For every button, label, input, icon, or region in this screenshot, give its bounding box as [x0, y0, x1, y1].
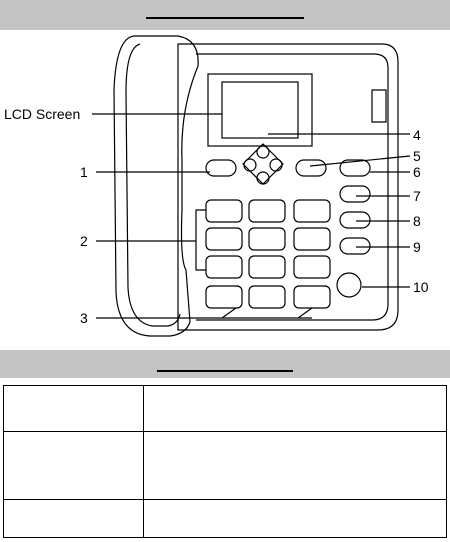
- callout-7: 7: [413, 188, 421, 204]
- header-title-underline: [146, 17, 304, 19]
- left-soft-key: [206, 160, 236, 176]
- lcd-screen-label: LCD Screen: [4, 106, 81, 122]
- speaker-button: [337, 273, 361, 297]
- table-cell: [144, 432, 447, 500]
- table-cell: [4, 500, 144, 538]
- function-key-7: [340, 186, 370, 202]
- section-header-bar-top: [0, 0, 450, 30]
- function-key-8: [340, 212, 370, 228]
- nav-pad: [243, 144, 283, 184]
- table-row: [4, 500, 447, 538]
- table-row: [4, 432, 447, 500]
- nav-down-button: [257, 172, 269, 184]
- keypad: [206, 200, 330, 308]
- table-cell: [144, 386, 447, 432]
- table-cell: [4, 386, 144, 432]
- key-description-table: [3, 385, 447, 538]
- nav-left-button: [244, 159, 256, 171]
- callout-4: 4: [413, 127, 421, 143]
- table-row: [4, 386, 447, 432]
- callout-6: 6: [413, 164, 421, 180]
- right-soft-key: [296, 160, 326, 176]
- nav-up-button: [257, 146, 269, 158]
- phone-base-side: [372, 90, 386, 122]
- lcd-bezel: [208, 74, 312, 146]
- callout-3: 3: [80, 310, 88, 326]
- callout-8: 8: [413, 213, 421, 229]
- handset-inner: [126, 44, 180, 326]
- nav-right-button: [270, 159, 282, 171]
- phone-diagram: [0, 30, 450, 350]
- lcd-screen: [222, 82, 298, 138]
- table-cell: [4, 432, 144, 500]
- callout-10: 10: [413, 279, 429, 295]
- callout-2: 2: [80, 233, 88, 249]
- header-title-underline-2: [157, 370, 293, 372]
- phone-base-inner: [196, 54, 388, 320]
- function-key-9: [340, 238, 370, 254]
- table-cell: [144, 500, 447, 538]
- callout-5: 5: [413, 148, 421, 164]
- section-header-bar-bottom: [0, 350, 450, 378]
- callout-1: 1: [80, 164, 88, 180]
- callout-9: 9: [413, 239, 421, 255]
